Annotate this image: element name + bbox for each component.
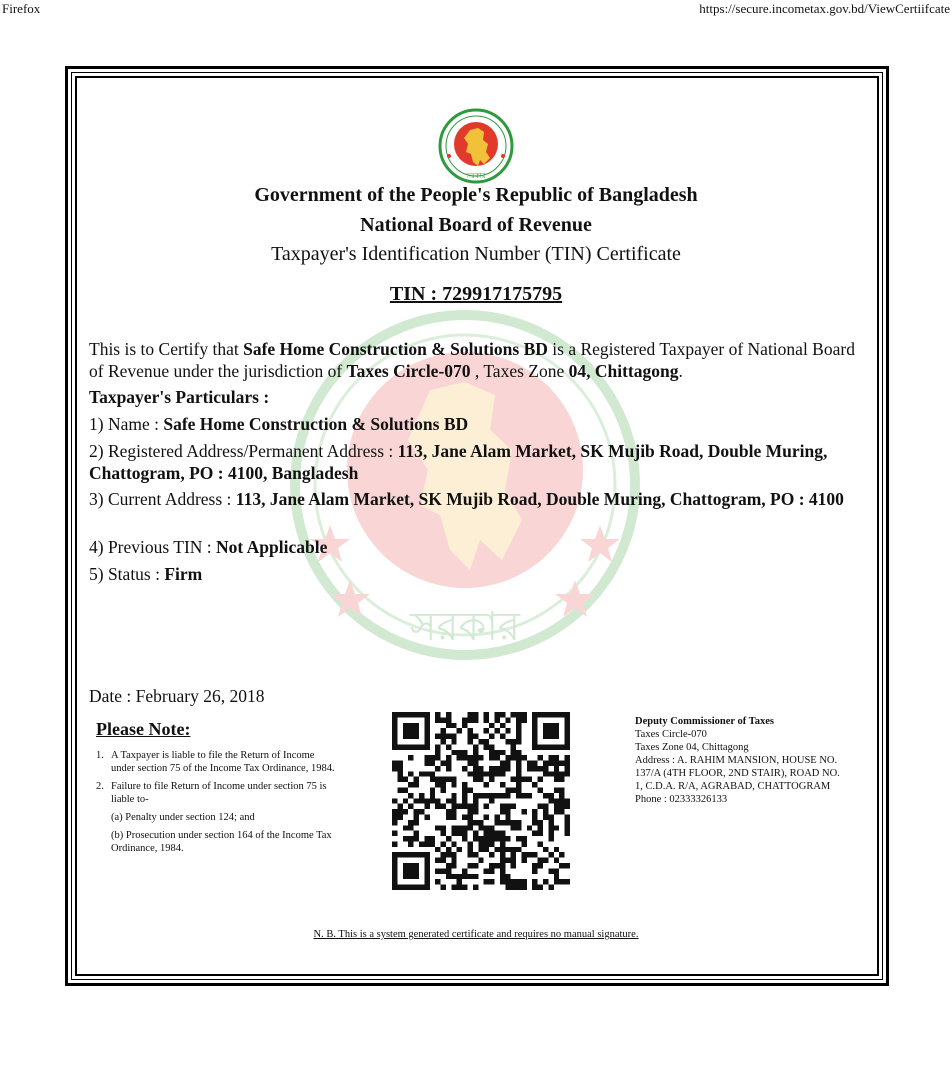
tin-number: TIN : 729917175795 [389,283,563,305]
issuer-address: Address : A. RAHIM MANSION, HOUSE NO. 137/A (4TH FLOOR, 2ND STAIR), ROAD NO. 1, C.D.A. R/A, AGRABAD, CHATTOGRAM Phone : 02333326133 [635,755,840,805]
issuer-title: Deputy Commissioner of Taxes [635,716,774,727]
bangladesh-government-seal-icon [438,108,514,184]
browser-app-name: Firefox [2,1,41,16]
particular-registered-address: 2) Registered Address/Permanent Address : 113, Jane Alam Market, SK Mujib Road, Double Muring, Chattogram, PO : 4100, Bangladesh [89,441,828,483]
board-title: National Board of Revenue [360,214,592,236]
qr-code-icon [392,712,570,890]
note-item: 1. A Taxpayer is liable to file the Return of Income under section 75 of the Income Tax Ordinance, 1984. [96,750,335,774]
note-item: 2. Failure to file Return of Income under section 75 is liable to- [96,781,327,805]
particular-status: 5) Status : Firm [89,564,203,584]
particular-name: 1) Name : Safe Home Construction & Solutions BD [89,414,469,434]
please-note-heading: Please Note: [96,719,191,739]
footer-note: N. B. This is a system generated certificate and requires no manual signature. [313,929,639,940]
watermark-text: সরকার [409,604,521,650]
government-title: Government of the People's Republic of Bangladesh [254,184,698,206]
issuer-zone: Taxes Zone 04, Chittagong [635,742,749,753]
note-list [96,749,336,860]
issuer-block [635,715,850,806]
issuer-circle: Taxes Circle-070 [635,729,707,740]
note-subitem: (a) Penalty under section 124; and [111,812,255,823]
issue-date: Date : February 26, 2018 [89,686,265,706]
particular-current-address: 3) Current Address : 113, Jane Alam Market, SK Mujib Road, Double Muring, Chattogram, PO : 4100 [89,489,844,509]
particular-previous-tin: 4) Previous TIN : Not Applicable [89,537,328,557]
certificate-type: Taxpayer's Identification Number (TIN) Certificate [271,243,681,265]
certify-statement: This is to Certify that Safe Home Construction & Solutions BD is a Registered Taxpayer of National Board of Revenue under the jurisdiction of Taxes Circle-070 , Taxes Zone 04, Chittagong. [89,339,855,381]
particulars-heading: Taxpayer's Particulars : [89,387,270,407]
seal-text: সরকার [466,172,486,180]
note-subitem: (b) Prosecution under section 164 of the Income Tax Ordinance, 1984. [111,830,332,854]
browser-url[interactable]: https://secure.incometax.gov.bd/ViewCertiifcate [699,1,950,16]
